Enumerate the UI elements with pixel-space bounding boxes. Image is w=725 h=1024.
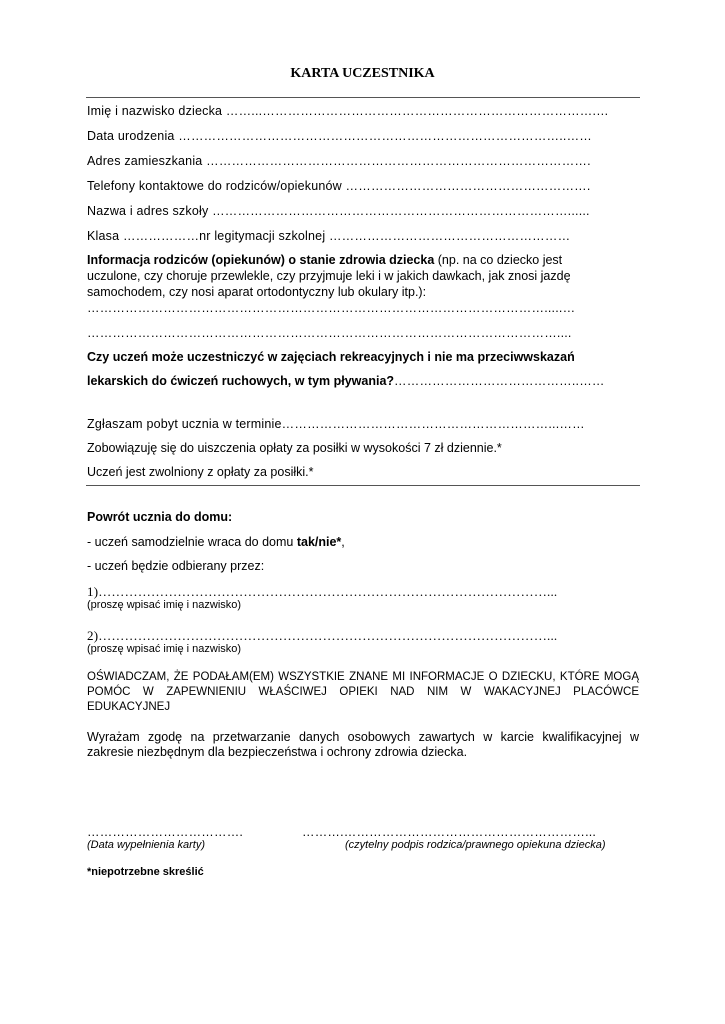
return-self-suffix: , [341, 535, 345, 549]
divider-top [86, 97, 640, 98]
health-info-hint: (np. na co dziecko jest [434, 253, 563, 267]
signature-sign-dots: ……….…………………………………………………... [302, 825, 597, 839]
return-person2-hint: (proszę wpisać imię i nazwisko) [87, 643, 242, 655]
page-title: KARTA UCZESTNIKA [290, 66, 435, 81]
divider-middle [86, 485, 640, 486]
field-birth-date: Data urodzenia ………………………………………………………………………………..…… [87, 129, 592, 143]
field-child-name: Imię i nazwisko dziecka ……...…………………………………………………………………….… [87, 104, 609, 118]
stay-payment: Zobowiązuję się do uiszczenia opłaty za posiłki w wysokości 7 zł dziennie.* [87, 441, 502, 455]
field-address: Adres zamieszkania ………………………………………………………………………………. [87, 154, 591, 168]
consent: Wyrażam zgodę na przetwarzanie danych osobowych zawartych w karcie kwalifikacyjnej w zakresie niezbędnym dla bezpieczeństwa i ochrony zdrowia dziecka. [87, 730, 639, 759]
health-info-line1 [87, 253, 562, 267]
footnote: *niepotrzebne skreślić [87, 866, 204, 878]
health-info-line2: uczulone, czy choruje przewlekle, czy przyjmuje leki i w jakich dawkach, jak znosi jazdę [87, 269, 571, 283]
signature-sign-label: (czytelny podpis rodzica/prawnego opiekuna dziecka) [345, 839, 606, 851]
return-picked: - uczeń będzie odbierany przez: [87, 559, 265, 573]
question-dots: ……………………………………..…… [394, 374, 605, 388]
return-person2: 2)…………………………………………………………………………………………... [87, 628, 558, 643]
return-person1-hint: (proszę wpisać imię i nazwisko) [87, 599, 242, 611]
health-info-heading: Informacja rodziców (opiekunów) o stanie zdrowia dziecka [87, 253, 435, 267]
question-line2 [87, 374, 605, 388]
declaration: OŚWIADCZAM, ŻE PODAŁAM(EM) WSZYSTKIE ZNANE MI INFORMACJE O DZIECKU, KTÓRE MOGĄ POMÓC W ZAPEWNIENIU WŁAŚCIWEJ OPIEKI NAD NIM W WAKACYJNEJ PLACÓWCE EDUKACYJNEJ [87, 671, 639, 713]
return-self-text: - uczeń samodzielnie wraca do domu [87, 535, 297, 549]
stay-term: Zgłaszam pobyt ucznia w terminie………………………………………………………...…… [87, 417, 585, 431]
field-class: Klasa ………………nr legitymacji szkolnej ………………………………………………… [87, 229, 571, 243]
question-text: lekarskich do ćwiczeń ruchowych, w tym pływania? [87, 374, 395, 388]
return-self [87, 535, 345, 549]
signature-date-label: (Data wypełnienia karty) [87, 839, 205, 851]
health-info-line3: samochodem, czy nosi aparat ortodontyczny lub okulary itp.): [87, 285, 427, 299]
return-self-choice: tak/nie* [296, 535, 342, 549]
health-info-dots2: ………………………………………………………………………………………………….... [87, 326, 572, 340]
field-school: Nazwa i adres szkoły …………………………………………………………………………...... [87, 204, 590, 218]
return-person1: 1)…………………………………………………………………………………………... [87, 584, 558, 599]
signature-date-dots: ………………………………. [87, 825, 244, 839]
field-parent-phones: Telefony kontaktowe do rodziców/opiekunów …………………………………………………. [87, 179, 591, 193]
stay-exempt: Uczeń jest zwolniony z opłaty za posiłki.* [87, 465, 314, 479]
health-info-dots1: ……………………………………………………………………………………………….....… [87, 301, 576, 315]
question-line1: Czy uczeń może uczestniczyć w zajęciach rekreacyjnych i nie ma przeciwwskazań [87, 350, 575, 364]
return-heading: Powrót ucznia do domu: [87, 510, 233, 524]
